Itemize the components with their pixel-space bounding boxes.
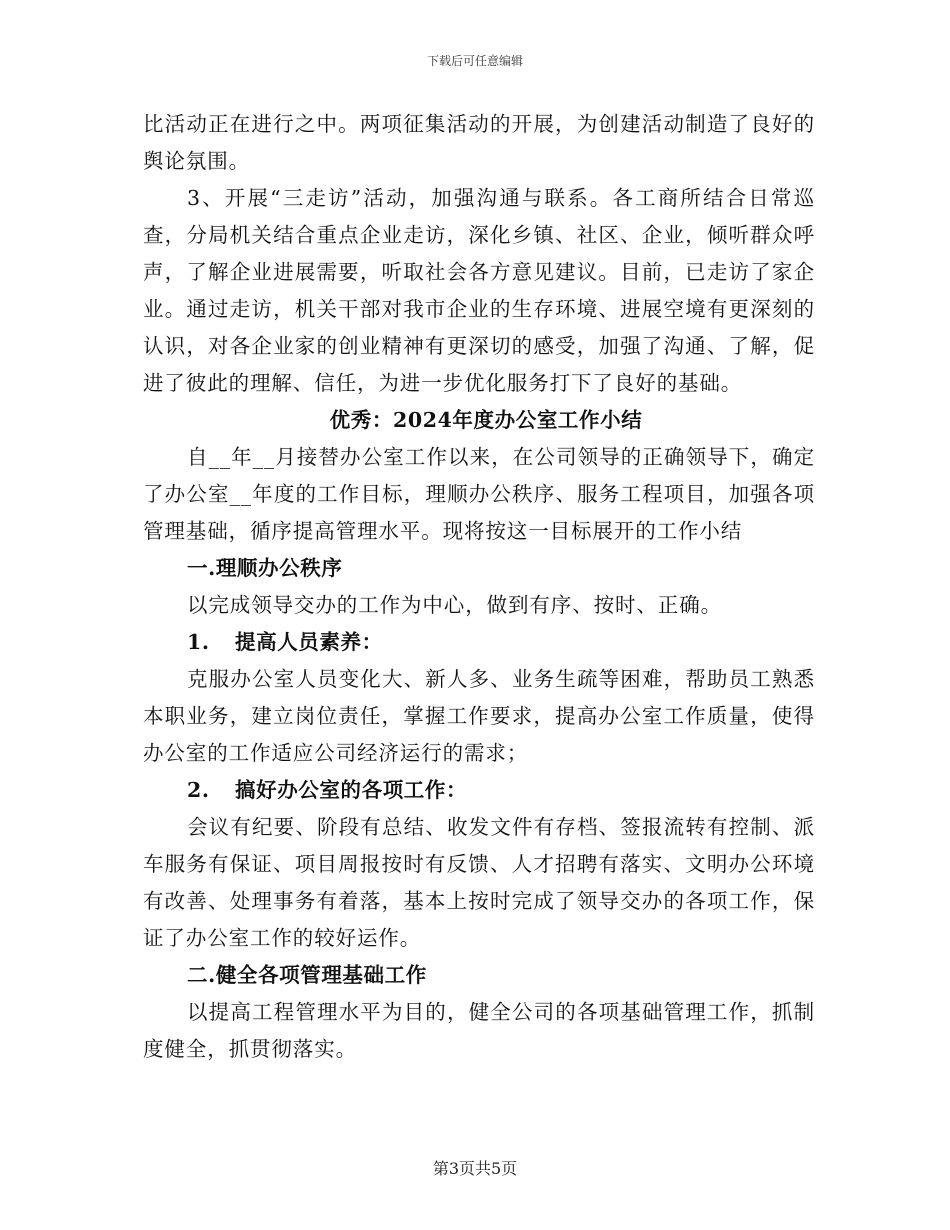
paragraph-three-visits: 3、开展“三走访”活动，加强沟通与联系。各工商所结合日常巡查，分局机关结合重点企业走访，深化乡镇、社区、企业，倾听群众呼声，了解企业进展需要，听取社会各方意见建议。目前，已走访了家企业。通过走访，机关干部对我市企业的生存环境、进展空境有更深刻的认识，对各企业家的创业精神有更深切的感受，加强了沟通、了解，促进了彼此的理解、信任，为进一步优化服务打下了良好的基础。: [143, 186, 815, 395]
item-number-1: 1.: [187, 630, 210, 654]
section-heading-2: 二.健全各项管理基础工作: [187, 963, 427, 987]
item-title-1: 提高人员素养：: [235, 630, 383, 654]
item-number-2: 2.: [187, 778, 210, 802]
paragraph-section1: 以完成领导交办的工作为中心，做到有序、按时、正确。: [187, 593, 722, 617]
item-title-2: 搞好办公室的各项工作：: [235, 778, 468, 802]
item-heading-1: [143, 624, 815, 661]
item-heading-2: [143, 772, 815, 809]
section-heading-1: 一.理顺办公秩序: [187, 556, 343, 580]
paragraph-item2: 会议有纪要、阶段有总结、收发文件有存档、签报流转有控制、派车服务有保证、项目周报按时有反馈、人才招聘有落实、文明办公环境有改善、处理事务有着落，基本上按时完成了领导交办的各项工作，保证了办公室工作的较好运作。: [143, 815, 815, 950]
page-header: 下载后可任意编辑: [426, 54, 523, 68]
document-body: [143, 106, 815, 1068]
paragraph-item1: 克服办公室人员变化大、新人多、业务生疏等困难，帮助员工熟悉本职业务，建立岗位责任，掌握工作要求，提高办公室工作质量，使得办公室的工作适应公司经济运行的需求；: [143, 667, 815, 765]
paragraph-continuation: 比活动正在进行之中。两项征集活动的开展，为创建活动制造了良好的舆论氛围。: [143, 112, 815, 173]
paragraph-intro: 自__年__月接替办公室工作以来，在公司领导的正确领导下，确定了办公室__年度的工作目标，理顺办公秩序、服务工程项目，加强各项管理基础，循序提高管理水平。现将按这一目标展开的工作小结: [143, 445, 815, 543]
page-footer: 第3页共5页: [432, 1159, 518, 1178]
paragraph-section2: 以提高工程管理水平为目的，健全公司的各项基础管理工作，抓制度健全，抓贯彻落实。: [143, 1000, 815, 1061]
document-title: 优秀：2024年度办公室工作小结: [329, 408, 643, 432]
